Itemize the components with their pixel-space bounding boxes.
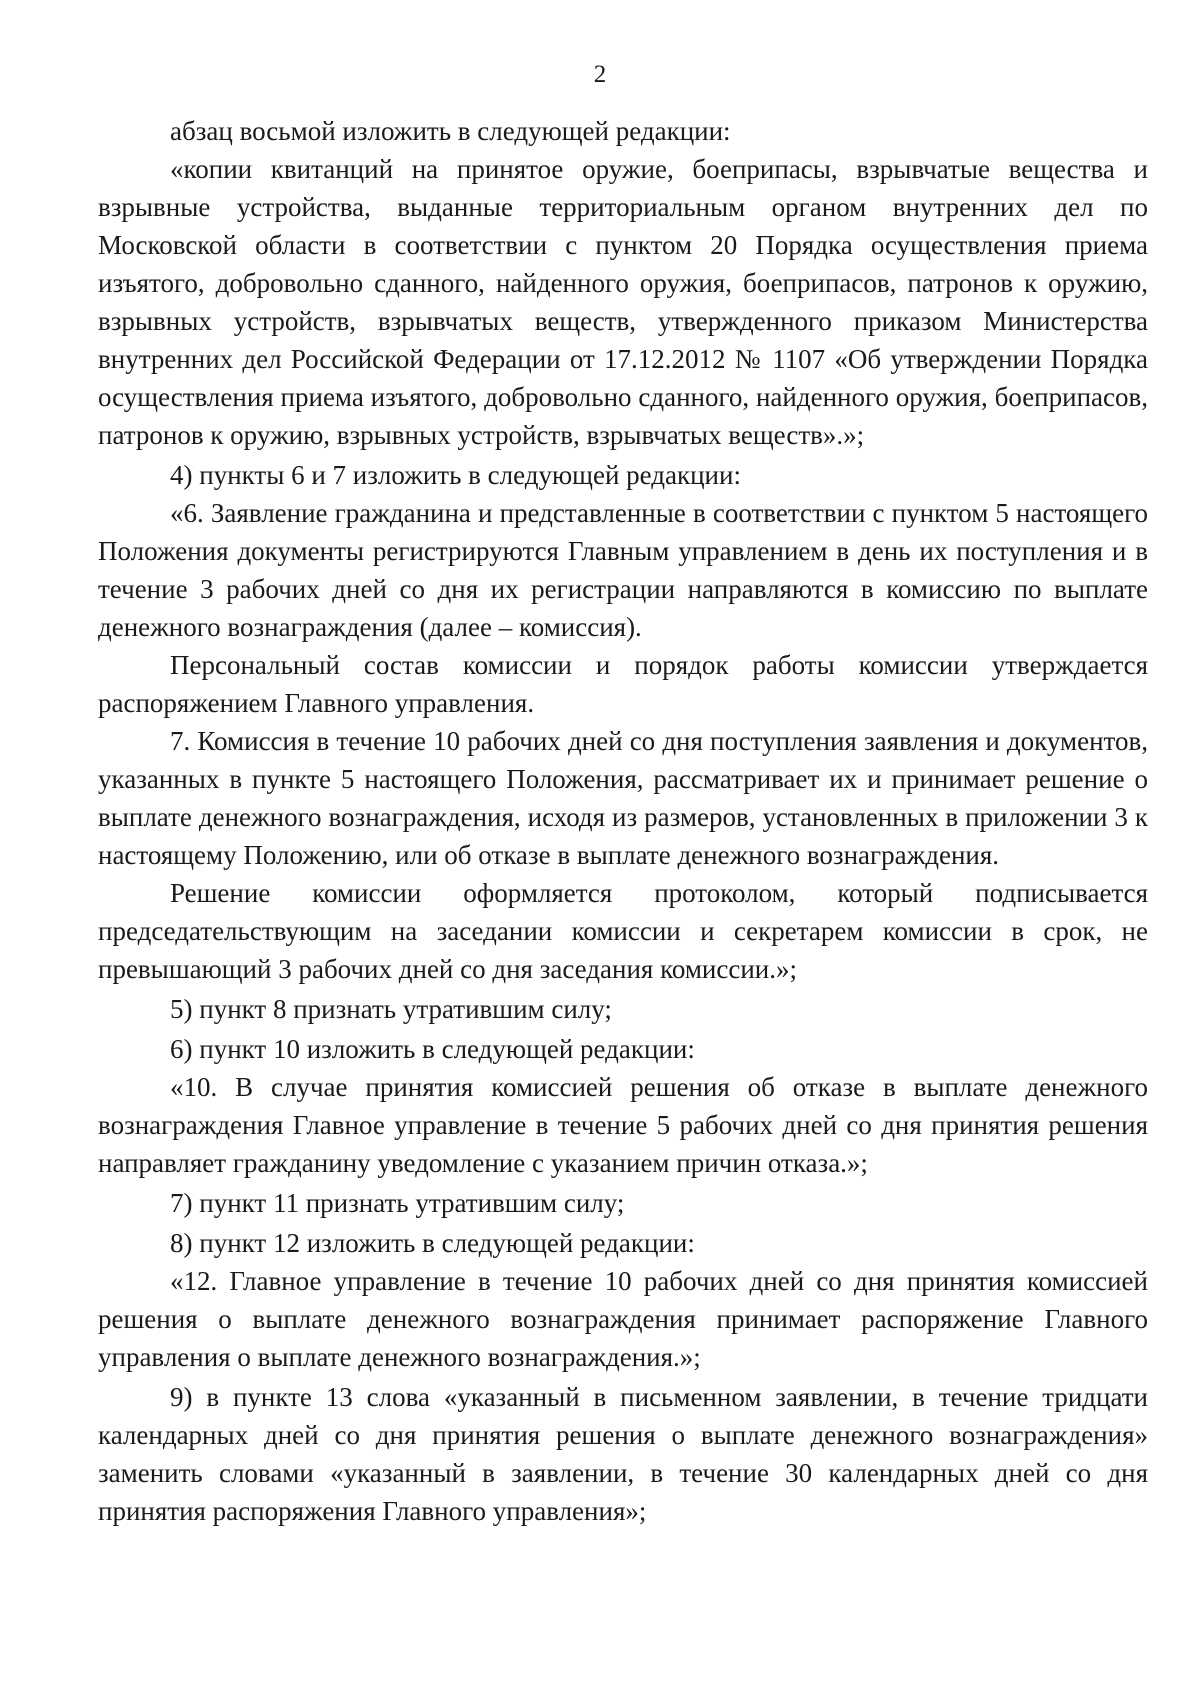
paragraph-clause-6: «6. Заявление гражданина и представленные в соответствии с пунктом 5 настоящего Положения документы регистрируются Главным управлением в день их поступления и в течение 3 рабочих дней со дня их регистрации направляются в комиссию по выплате денежного вознаграждения (далее – комиссия). [98,498,1148,642]
paragraph-intro-abzac: абзац восьмой изложить в следующей редакции: [170,116,731,146]
paragraph-quote-receipts: «копии квитанций на принятое оружие, боеприпасы, взрывчатые вещества и взрывные устройства, выданные территориальным органом внутренних дел по Московской области в соответствии с пунктом 20 Порядка осуществления приема изъятого, добровольно сданного, найденного оружия, боеприпасов, патронов к оружию, взрывных устройств, взрывчатых веществ, утвержденного приказом Министерства внутренних дел Российской Федерации от 17.12.2012 № 1107 «Об утверждении Порядка осуществления приема изъятого, добровольно сданного, найденного оружия, боеприпасов, патронов к оружию, взрывных устройств, взрывчатых веществ».»; [98,154,1148,450]
paragraph-clause-10: «10. В случае принятия комиссией решения об отказе в выплате денежного вознаграждения Главное управление в течение 5 рабочих дней со дня принятия решения направляет гражданину уведомление с указанием причин отказа.»; [98,1072,1148,1178]
paragraph-commission-composition: Персональный состав комиссии и порядок работы комиссии утверждается распоряжением Главного управления. [98,650,1148,718]
paragraph-decision-protocol: Решение комиссии оформляется протоколом, который подписывается председательствующим на заседании комиссии и секретарем комиссии в срок, не превышающий 3 рабочих дней со дня заседания комиссии.»; [98,878,1148,984]
paragraph-item-6: 6) пункт 10 изложить в следующей редакции: [170,1034,695,1064]
document-body [98,112,1148,1530]
paragraph-item-5: 5) пункт 8 признать утратившим силу; [170,994,612,1024]
paragraph-clause-12: «12. Главное управление в течение 10 рабочих дней со дня принятия комиссией решения о выплате денежного вознаграждения принимает распоряжение Главного управления о выплате денежного вознаграждения.»; [98,1266,1148,1372]
paragraph-item-8: 8) пункт 12 изложить в следующей редакции: [170,1228,695,1258]
paragraph-item-7: 7) пункт 11 признать утратившим силу; [170,1188,625,1218]
paragraph-clause-7: 7. Комиссия в течение 10 рабочих дней со дня поступления заявления и документов, указанных в пункте 5 настоящего Положения, рассматривает их и принимает решение о выплате денежного вознаграждения, исходя из размеров, установленных в приложении 3 к настоящему Положению, или об отказе в выплате денежного вознаграждения. [98,726,1148,870]
paragraph-item-9: 9) в пункте 13 слова «указанный в письменном заявлении, в течение тридцати календарных дней со дня принятия решения о выплате денежного вознаграждения» заменить словами «указанный в заявлении, в течение 30 календарных дней со дня принятия распоряжения Главного управления»; [98,1382,1148,1526]
paragraph-item-4: 4) пункты 6 и 7 изложить в следующей редакции: [170,460,741,490]
page-number: 2 [593,61,607,88]
